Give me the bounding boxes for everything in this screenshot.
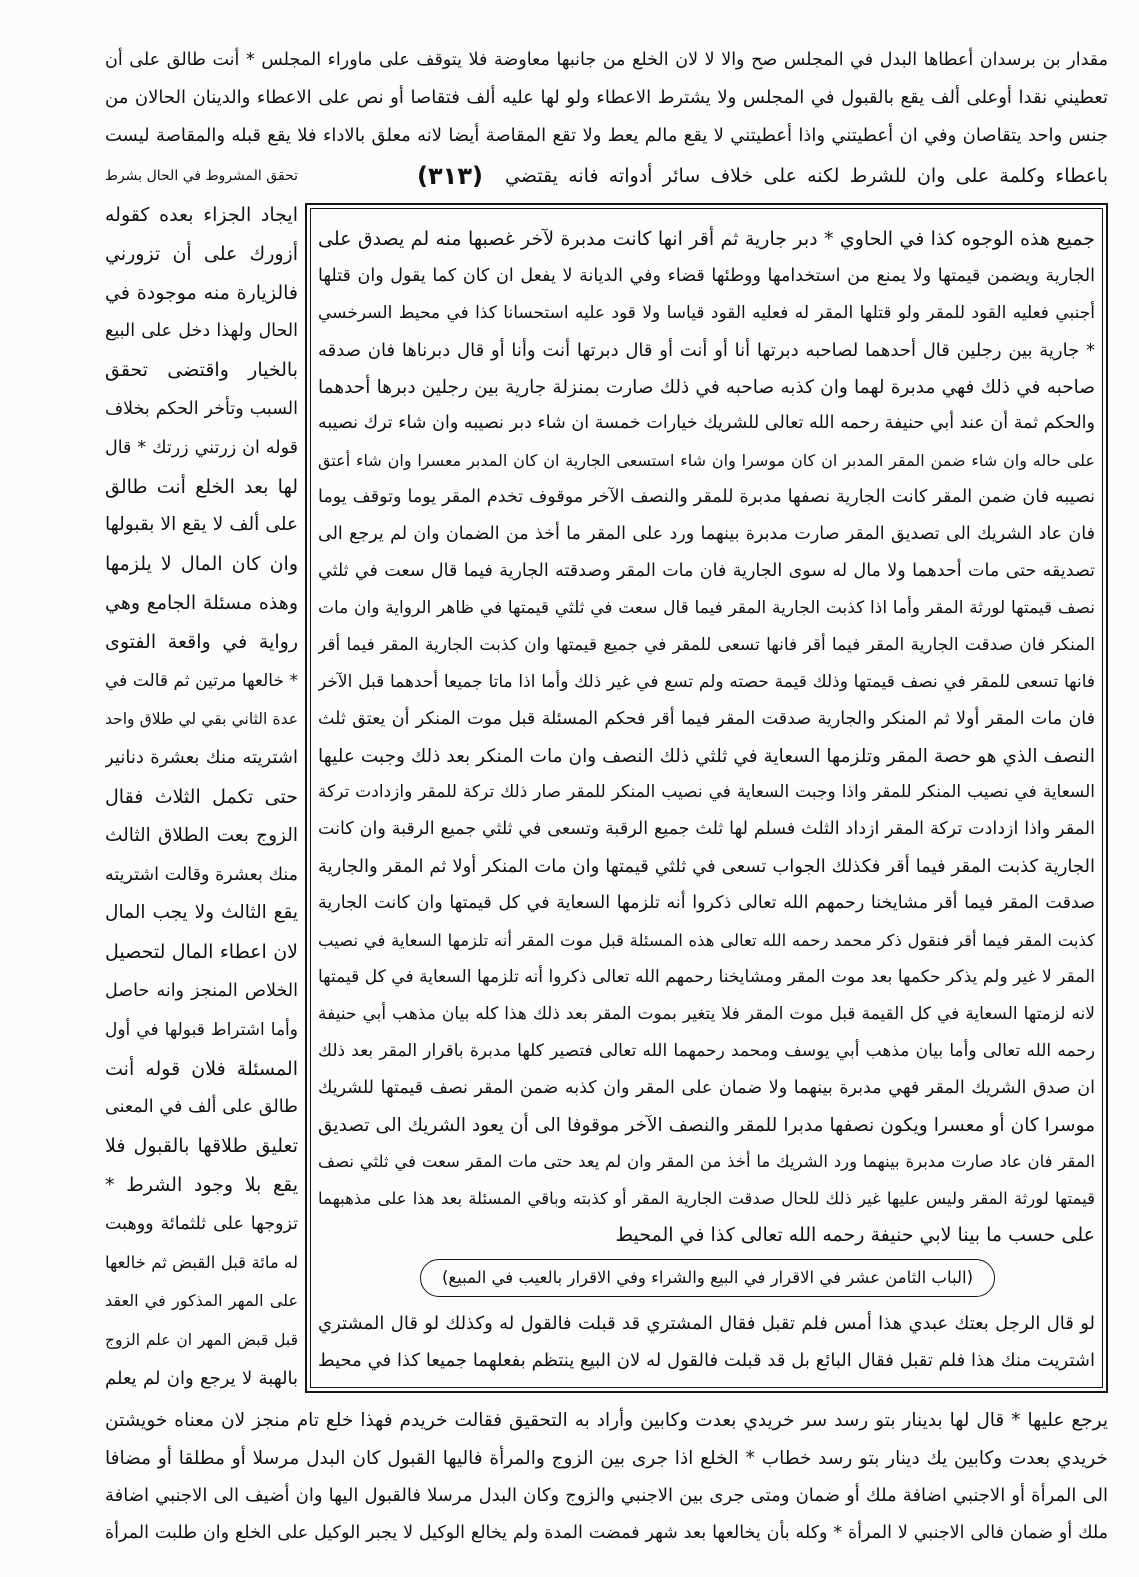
- side-column-line: تزوجها على ثلثمائة ووهبت: [105, 1214, 298, 1234]
- main-text-line: أجنبي فعليه القود للمقر ولو قتلها المقر له فعليه القود قياسا ولا قود عليه استحسانا كذا في محيط السرخسي: [318, 303, 1095, 323]
- main-text-line: لو قال الرجل بعتك عبدي هذا أمس فلم تقبل فقال المشتري قد قبلت فالقول له وكذلك لو قال المشتري: [318, 1313, 1095, 1334]
- side-column-line: السبب وتأخر الحكم بخلاف: [105, 399, 298, 419]
- main-text-line: لانه لزمتها السعاية في كل القيمة قبل موت المقر فلا يتغير بموت المقر بعد ذلك هذا كله بيان مذهب أبي حنيفة: [318, 1004, 1095, 1024]
- bottom-margin-line: الى المرأة أو الاجنبي اضافة ملك أو ضمان ومتى جرى بين الاجنبي والزوج وكان البدل مرسلا فالقبول اليها وان أضيف الى الاجنبي اضافة: [105, 1485, 1108, 1506]
- top-margin-line: جنس واحد يتقاصان وفي ان أعطيتني واذا أعطيتني لا يقع مالم يعط ولا تقع المقاصة أيضا لانه معلق بالاداء فلا يقع قبله والمقاصة ليست: [105, 125, 1108, 146]
- main-text-line: نصف قيمتها لورثة المقر وأما اذا كذبت الجارية المقر فيما قال سعت في ثلثي قيمتها في ظاهر الرواية وان مات: [318, 598, 1095, 618]
- side-column-line: فالزيارة منه موجودة في: [105, 282, 298, 304]
- side-column-line: قبل قبض المهر ان علم الزوج: [105, 1331, 298, 1349]
- side-column-line: اشتريته منك بعشرة دنانير: [105, 747, 298, 768]
- side-column-line: تحقق المشروط في الحال بشرط: [105, 168, 298, 184]
- side-column-line: بالهبة لا يرجع وان لم يعلم: [105, 1368, 298, 1389]
- main-text-line: تصديقه حتى مات أحدهما ولا مال له سوى الجارية فان مات المقر وصدقته الجارية فيما قال سعت في ثلثي: [318, 561, 1095, 581]
- side-column-line: * خالعها مرتين ثم قالت في: [105, 671, 298, 691]
- side-column-line: المسئلة فلان قوله أنت: [105, 1058, 298, 1080]
- main-text-line: فان عاد الشريك الى تصديق المقر صارت مدبرة بينهما ورد على المقر ما أخذ من الضمان وان لم يرجع الى: [318, 524, 1095, 544]
- side-column-line: لان اعطاء المال لتحصيل: [105, 941, 298, 963]
- main-text-line: المقر لا غير ولم يذكر حكمها بعد موت المقر ومشايخنا رحمهم الله تعالى ذكروا أنه تلزمها السعاية في كل قيمتها: [318, 967, 1095, 987]
- side-column-line: يقع بلا وجود الشرط *: [105, 1174, 298, 1196]
- side-column-line: لها بعد الخلع أنت طالق: [105, 476, 298, 498]
- main-text-line: الجارية كذبت المقر فيما أقر فكذلك الجواب تسعى في ثلثي قيمتها وان مات المنكر أولا ثم المقر والجارية: [318, 856, 1095, 877]
- main-text-line: صدقت المقر فيما أقر مشايخنا رحمهم الله تعالى ذكروا أنه تلزمها السعاية في كل قيمتها وان كانت الجارية: [318, 893, 1095, 913]
- side-column-line: طالق على ألف في المعنى: [105, 1097, 298, 1117]
- side-column-line: يقع الثالث ولا يجب المال: [105, 902, 298, 923]
- side-column-line: على ألف لا يقع الا بقبولها: [105, 514, 298, 535]
- top-margin-line: مقدار بن برسدان أعطاها البدل في المجلس صح والا لا لان الخلع من جانبها معاوضة فلا يتوقف على ماوراء المجلس * أنت طالق على أن: [105, 50, 1108, 70]
- page-number: (٣١٣): [417, 162, 483, 190]
- main-text-line: كذبت المقر فيما أقر فنقول ذكر محمد رحمه الله تعالى هذه المسئلة قبل موت المقر أنه تلزمها السعاية في نصيب: [318, 931, 1095, 950]
- main-text-line: نصيبه فان ضمن المقر كانت الجارية نصفها مدبرة للمقر والنصف الآخر موقوف تخدم المقر يوما وتوقف يوما: [318, 487, 1095, 507]
- side-column-line: ايجاد الجزاء بعده كقوله: [105, 204, 298, 226]
- main-text-line: رحمه الله تعالى وأما بيان مذهب أبي يوسف ومحمد رحمهما الله تعالى فتصير كلها مدبرة باقرار المقر بعد ذلك: [318, 1041, 1095, 1061]
- bottom-margin-line: ملك أو ضمان فالى الاجنبي لا المرأة * وكله بأن يخالعها بعد شهر فمضت المدة ولم يخالع الوكيل لا يجبر الوكيل على الخلع وان طلبت المرأة: [105, 1523, 1108, 1543]
- side-column-line: بالخيار واقتضى تحقق: [105, 359, 298, 381]
- main-text-line: * جارية بين رجلين قال أحدهما لصاحبه دبرتها أنا أو أنت أو قال دبرتها أنت وأنا أو قال دبرناها فان صدقه: [318, 340, 1095, 361]
- side-column-line: عدة الثاني بقي لي طلاق واحد: [105, 710, 298, 728]
- side-column-line: الحال ولهذا دخل على البيع: [105, 321, 298, 341]
- side-column-line: على المهر المذكور في العقد: [105, 1291, 298, 1310]
- main-text-line: على حسب ما بينا لابي حنيفة رحمه الله تعالى كذا في المحيط: [615, 1224, 1095, 1246]
- side-column-line: قوله ان زرتني زرتك * قال: [105, 438, 298, 458]
- main-text-line: المنكر فان صدقت الجارية المقر فيما أقر فانها تسعى للمقر في جميع قيمتها وان كذبت الجارية المقر فيما أقر: [318, 635, 1095, 655]
- bottom-margin-line: يرجع عليها * قال لها بدينار بتو رسد سر خريدي بعدت وكابين وأراد به التحقيق فقالت خريدم فهذا خلع تام منجز لان معناه خويشتن: [105, 1410, 1108, 1431]
- main-text-line: فانها تسعى للمقر في نصف قيمتها وذلك قيمة حصته ولم تسع في غير ذلك وأما اذا ماتا جميعا أحدهما قبل الآخر: [318, 672, 1095, 692]
- side-column-line: الزوج بعت الطلاق الثالث: [105, 825, 298, 846]
- main-text-line: اشتريت منك هذا فلم تقبل فقال البائع بل قد قبلت فالقول له لان البيع ينتظم بفعلهما جميعا كذا في محيط: [318, 1350, 1095, 1371]
- bottom-margin-line: خريدي بعدت وكابين يك دينار بتو رسد خطاب * الخلع اذا جرى بين الزوج والمرأة فاليها القبول كان البدل مرسلا أو مطلقا أو مضافا: [105, 1448, 1108, 1469]
- side-column-line: وأما اشتراط قبولها في أول: [105, 1020, 298, 1040]
- side-column-line: وان كان المال لا يلزمها: [105, 553, 298, 575]
- top-margin-line: تعطيني نقدا أوعلى ألف يقع بالقبول في المجلس ولا يشترط الاعطاء ولو لها عليه ألف فتقاصا أو نص على الاعطاء والدينان الحالان من: [105, 87, 1108, 108]
- main-text-line: والحكم ثمة أن عند أبي حنيفة رحمه الله تعالى للشريك خيارات خمسة ان شاء دبر نصيبه وان شاء ترك نصيبه: [318, 413, 1095, 433]
- side-column-line: الخلاص المنجز وانه حاصل: [105, 981, 298, 1001]
- main-text-line: جميع هذه الوجوه كذا في الحاوي * دبر جارية ثم أقر انها كانت مدبرة لآخر غصبها منه لم يصدق على: [318, 228, 1095, 250]
- main-text-line: الجارية ويضمن قيمتها ولا يمنع من استخدامها ووطئها قضاء وفي الديانة لا يفعل ان كان كما يقول وان قتلها: [318, 266, 1095, 286]
- main-text-line: صاحبه في ذلك فهي مدبرة لهما وان كذبه صاحبه في ذلك صارت بمنزلة جارية بين رجلين دبرها أحدهما: [318, 377, 1095, 398]
- main-text-line: السعاية في نصيب المنكر للمقر واذا وجبت السعاية في نصيب المنكر للمقر صار ذلك تركة للمقر وازدادت تركة: [318, 782, 1095, 802]
- main-text-line: ان صدق الشريك المقر فهي مدبرة بينهما ولا ضمان على المقر وان كذبه ضمن المقر نصف قيمتها للشريك: [318, 1078, 1095, 1098]
- side-column-line: أزورك على أن تزورني: [105, 243, 298, 265]
- side-column-line: حتى تكمل الثلاث فقال: [105, 786, 298, 808]
- main-text-line: على حاله وان شاء ضمن المقر المدبر ان كان موسرا وان شاء استسعى الجارية ان كان المدبر معسرا وان شاء أعتق: [318, 451, 1095, 470]
- side-column-line: وهذه مسئلة الجامع وهي: [105, 592, 298, 614]
- side-column-line: منك بعشرة وقالت اشتريته: [105, 865, 298, 885]
- side-column-line: تعليق طلاقها بالقبول فلا: [105, 1135, 298, 1157]
- main-text-line: المقر فان عاد صارت مدبرة بينهما ورد الشريك ما أخذ من المقر وان لم يعد حتى مات المقر سعت في ثلثي نصف: [318, 1152, 1095, 1171]
- main-text-line: النصف الذي هو حصة المقر وتلزمها السعاية في ثلثي ذلك النصف وان مات المنكر بعد ذلك وجبت عليها: [318, 746, 1095, 767]
- main-text-line: موسرا كان أو معسرا ويكون نصفها مدبرا للمقر والنصف الآخر موقوفا الى أن يعود الشريك الى تصديق: [318, 1115, 1095, 1136]
- top-margin-line: باعطاء وكلمة على وان للشرط لكنه على خلاف سائر أدواته فانه يقتضي: [505, 165, 1108, 187]
- main-text-line: المقر واذا ازدادت تركة المقر ازداد الثلث فسلم لها ثلث جميع الرقبة وتسعى في ثلثي جميع الرقبة وان كانت: [318, 819, 1095, 839]
- side-column-line: رواية في واقعة الفتوى: [105, 631, 298, 653]
- main-text-line: قيمتها لورثة المقر وليس عليها غير ذلك للحال صدقت الجارية المقر أو كذبته وباقي المسئلة بعد هذا على مذهبهما: [318, 1189, 1095, 1208]
- main-text-line: فان مات المقر أولا ثم المنكر والجارية صدقت المقر فيما أقر فحكم المسئلة قبل موت المنكر أن يعتق ثلث: [318, 709, 1095, 729]
- chapter-heading: (الباب الثامن عشر في الاقرار في البيع والشراء وفي الاقرار بالعيب في المبيع): [420, 1259, 995, 1297]
- side-column-line: له مائة قبل القبض ثم خالعها: [105, 1253, 298, 1272]
